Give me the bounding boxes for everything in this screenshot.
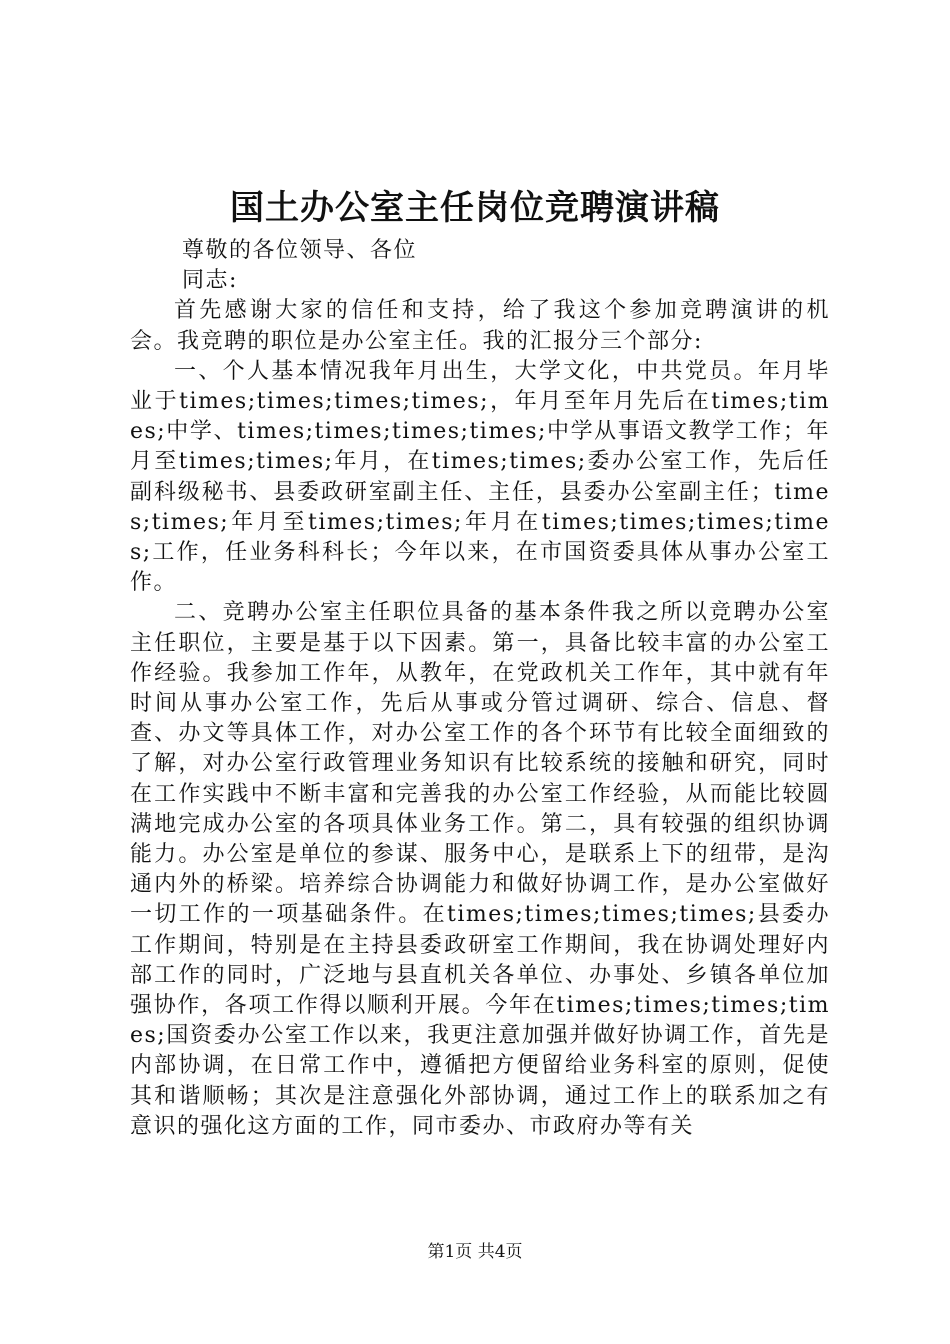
document-title: 国土办公室主任岗位竞聘演讲稿 xyxy=(230,188,720,228)
page-number-footer: 第1页 共4页 xyxy=(427,1242,523,1262)
greeting-line: 同志: xyxy=(182,268,238,294)
paragraph-section-2: 二、竞聘办公室主任职位具备的基本条件我之所以竞聘办公室主任职位，主要是基于以下因素。第一，具备比较丰富的办公室工作经验。我参加工作年，从教年，在党政机关工作年，其中就有年时间从事办公室工作，先后从事或分管过调研、综合、信息、督查、办文等具体工作，对办公室工作的各个环节有比较全面细致的了解，对办公室行政管理业务知识有比较系统的接触和研究，同时在工作实践中不断丰富和完善我的办公室工作经验，从而能比较圆满地完成办公室的各项具体业务工作。第二，具有较强的组织协调能力。办公室是单位的参谋、服务中心，是联系上下的纽带，是沟通内外的桥梁。培养综合协调能力和做好协调工作，是办公室做好一切工作的一项基础条件。在times;times;times;times;县委办工作期间，特别是在主持县委政研室工作期间，我在协调处理好内部工作的同时，广泛地与县直机关各单位、办事处、乡镇各单位加强协作，各项工作得以顺利开展。今年在times;times;times;times;国资委办公室工作以来，我更注意加强并做好协调工作，首先是内部协调，在日常工作中，遵循把方便留给业务科室的原则，促使其和谐顺畅；其次是注意强化外部协调，通过工作上的联系加之有意识的强化这方面的工作，同市委办、市政府办等有关 xyxy=(130,600,830,1139)
paragraph-intro: 首先感谢大家的信任和支持，给了我这个参加竞聘演讲的机会。我竞聘的职位是办公室主任。我的汇报分三个部分: xyxy=(130,298,830,354)
document-body xyxy=(130,236,830,1142)
greeting-line: 尊敬的各位领导、各位 xyxy=(182,238,418,263)
paragraph-section-1: 一、个人基本情况我年月出生，大学文化，中共党员。年月毕业于times;times;times;times;，年月至年月先后在times;times;中学、times;times;times;times;中学从事语文教学工作；年月至times;times;年月，在times;times;委办公室工作，先后任副科级秘书、县委政研室副主任、主任，县委办公室副主任；times;times;年月至times;times;年月在times;times;times;times;工作，任业务科科长；今年以来，在市国资委具体从事办公室工作。 xyxy=(130,358,830,596)
